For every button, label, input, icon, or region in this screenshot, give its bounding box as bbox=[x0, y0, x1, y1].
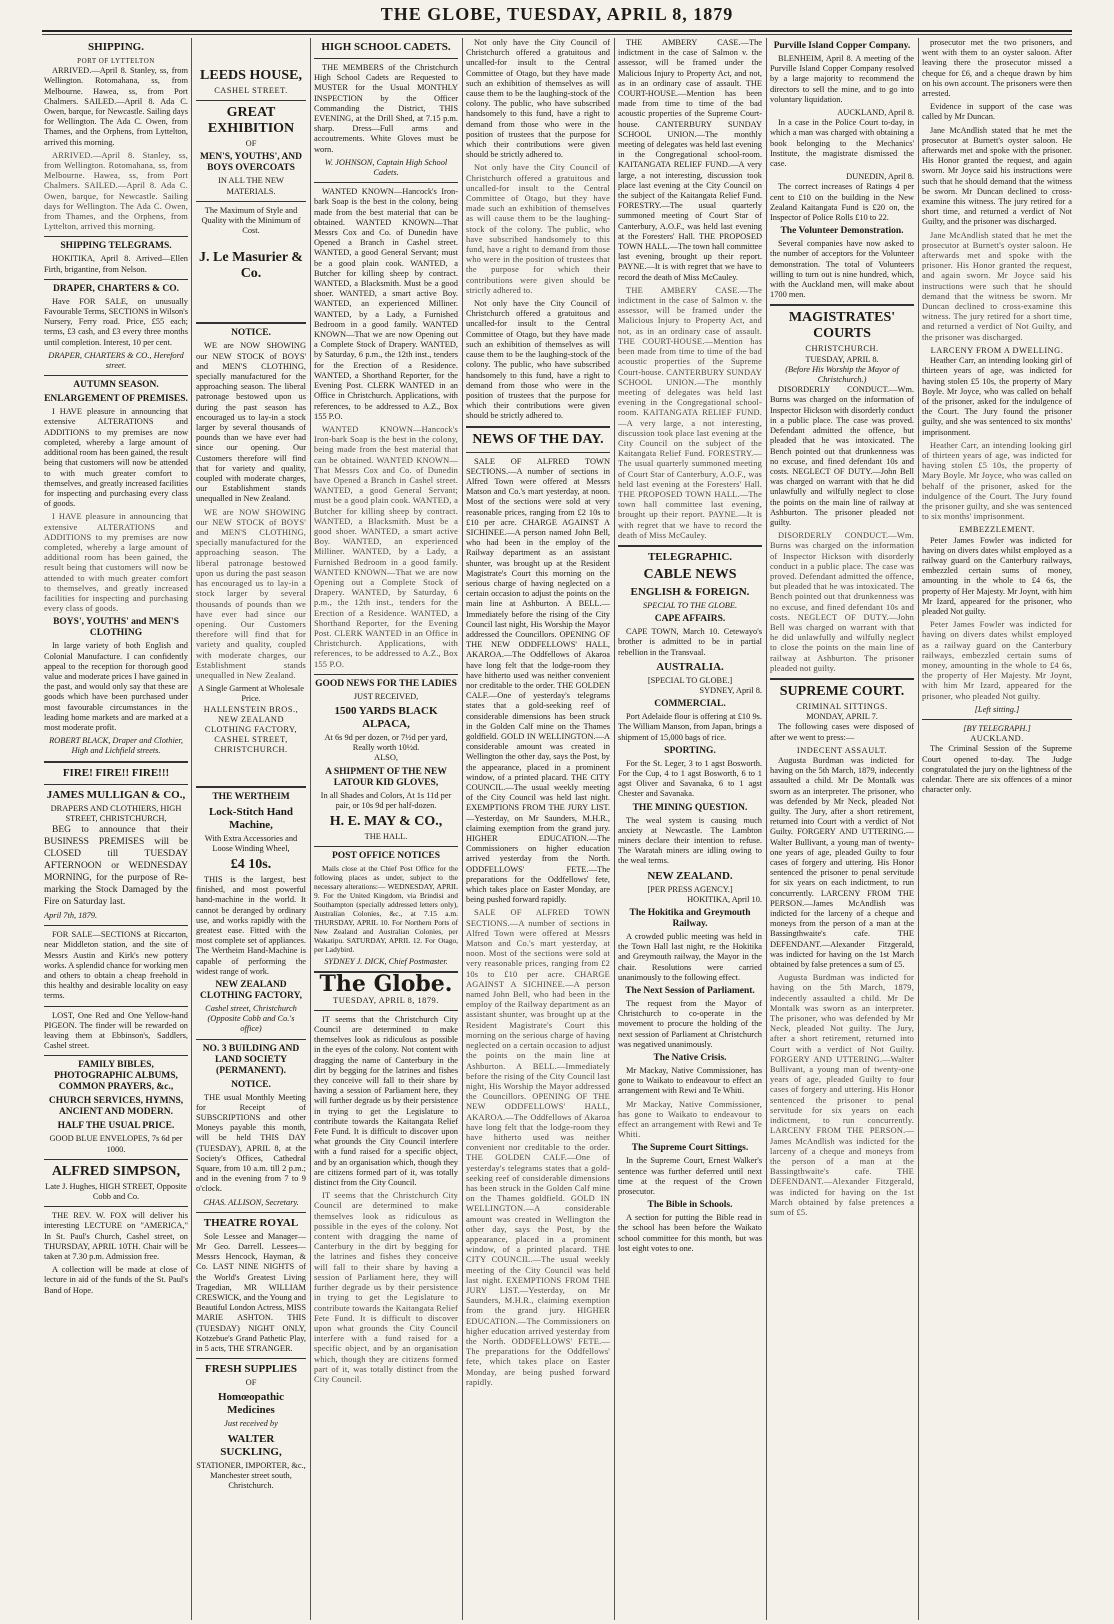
session-body: The request from the Mayor of Christchurch to co-operate in the movement to procure the holding of the next session of Parliament at Christchurch was negatived unanimously. bbox=[618, 999, 762, 1049]
mining-body: The weal system is causing much anxiety at Newcastle. The Lambton miners declare their intention to refuse. The Waratah miners are idling owing to the weal terms. bbox=[618, 815, 762, 866]
news-body: SALE OF ALFRED TOWN SECTIONS.—A number of sections in Alfred Town were offered at Messrs Matson and Co.'s mart yesterday, at noon. Most of the sections were sold at very reasonable prices, ranging from £2 10s to £10 per acre. CHARGE AGAINST A SICHINEE.—A person named John Bell, who had been in the employ of the Railway department as an assistant shunter, was brought up at the Resident Magistrate's Court this morning on the serious charge of having neglected on a certain occasion to adjust the points on the main line at Ashburton. A BELL.—Immediately before the rising of the City Council last night, His Worship the Mayor addressed the Councillors. OPENING OF THE NEW ODDFELLOWS' HALL, AKAROA.—The Oddfellows of Akaroa have long felt that the lodge-room they have hitherto used was neither convenient nor creditable to the order. THE GOLDEN CALF.—One of yesterday's telegrams states that a gold-seeking reef of considerable dimensions has been struck in the Golden Calf mine on the Thames goldfield. GOLD IN WELLINGTON.—A considerable amount was created in Wellington the other day, says the Post, by the appearance, placed in a prominent window, of a printed placard. THE CITY COUNCIL.—The usual weekly meeting of the City Council was held last night. EXEMPTIONS FROM THE JURY LIST.—Yesterday, on Mr Saunders, M.H.R., claiming exemption from the grand jury. HIGHER EDUCATION.—The Commissioners on higher education arrived yesterday from the North. ODDFELLOWS' FETE.—The preparations for the Oddfellows' fete, which takes place on Easter Monday, are being pushed forward rapidly. bbox=[466, 456, 610, 905]
envelopes: GOOD BLUE ENVELOPES, 7s 6d per 1000. bbox=[49, 1134, 183, 1154]
wertheim-extra: With Extra Accessories and Loose Winding Wheel, bbox=[204, 833, 298, 853]
col5-top-body: THE AMBERY CASE.—The indictment in the case of Salmon v. the assessor, will be framed under the Malicious Injury to Property Act, and not, as in an ordinary case of assault. THE COURT-HOUSE.—Mention has been made from time to time of the bad acoustic properties of the Supreme Court-house. CANTERBURY SUNDAY SCHOOL UNION.—The monthly meeting of delegates was held last evening in the Congregational school-room. KAITANGATA RELIEF FUND.—A very large, a not interesting, discussion took place last evening at the City Council on the subject of the Kaitangata Relief Fund. FORESTRY.—The usual quarterly summoned meeting of Court Star of Canterbury, A.O.F., was held last evening at the Foresters' Hall. THE PROPOSED TOWN HALL.—The town hall committee last evening, brought up their report. PAYNE.—It is with regret that we have to record the death of Miss McCauley. bbox=[618, 285, 762, 540]
native-body: Mr Mackay, Native Commissioner, has gone to Waikato to endeavour to effect an arrangement with Rewi and Te Whiti. bbox=[618, 1099, 762, 1140]
masthead: THE GLOBE, TUESDAY, APRIL 8, 1879 bbox=[380, 4, 734, 24]
hall-label: THE HALL. bbox=[364, 832, 408, 841]
suckling-name: WALTER SUCKLING, bbox=[220, 1432, 282, 1458]
embezzle-body: Peter James Fowler was indicted for having on divers dates whilst employed as a railway guard on the Canterbury railways, embezzled certain sums of money, amounting in the whole to £4 6s, the property of Her Majesty. Mr Joynt, with him Mr Izard, appeared for the prisoner, who pleaded Not guilty. bbox=[922, 620, 1072, 701]
telegrams-heading: SHIPPING TELEGRAMS. bbox=[60, 241, 172, 252]
draper-heading: DRAPER, CHARTERS & CO. bbox=[52, 283, 180, 294]
shipping-body: ARRIVED.—April 8. Stanley, ss, from Wellington. Rotomahana, ss, from Melbourne. Hawea, ss, from Port Chalmers. SAILED.—April 8. Ada C. Owen, barque, for Newcastle. Sailing days for Wellington. The Ada C. Owen, from Thames, and the Orphens, from Lyttelton, arrived this morning. bbox=[44, 150, 188, 232]
column-divider bbox=[310, 38, 311, 1620]
port-label: PORT OF LYTTELTON bbox=[77, 57, 155, 65]
supreme-court-heading: SUPREME COURT. bbox=[779, 683, 905, 699]
telegrams-body: HOKITIKA, April 8. Arrived—Ellen Firth, brigantine, from Nelson. bbox=[44, 254, 188, 274]
shipping-heading: SHIPPING. bbox=[88, 41, 144, 53]
embezzle-body: Peter James Fowler was indicted for having on divers dates whilst employed as a railway guard on the Canterbury railways, embezzled certain sums of money, amounting in the whole to £4 6s, the property of Her Majesty. Mr Joynt, with him Mr Izard, appeared for the prisoner, who pleaded Not guilty. bbox=[922, 535, 1072, 616]
telegraphic-heading: TELEGRAPHIC. bbox=[647, 550, 733, 563]
press-agency: [PER PRESS AGENCY.] bbox=[647, 884, 733, 894]
theatre-body: Sole Lessee and Manager—Mr Geo. Darrell. Lessees—Messrs Hencock, Hayman, & Co. LAST NINE NIGHTS of the World's Greatest Living Tragedian, MR WILLIAM CRESWICK, and the Young and Beautiful London Actress, MISS MARIE ASHTON. THIS (TUESDAY) NIGHT ONLY, Kotzebue's Grand Pathetic Play, in 5 acts, THE STRANGER. bbox=[196, 1231, 306, 1354]
wholesale-note: A Single Garment at Wholesale Price. bbox=[198, 684, 304, 704]
family-heading: FAMILY BIBLES, PHOTOGRAPHIC ALBUMS, COMMON PRAYERS, &c., bbox=[54, 1060, 178, 1093]
notice-body: WE are NOW SHOWING our NEW STOCK of BOYS' and MEN'S CLOTHING, specially manufactured for the approaching season. The liberal patronage bestowed upon us during the past season has encouraged us to lay-in a stock larger by several thousands of pounds than we have ever had since our opening. Our Customers therefore will find that for variety and quality, coupled with moderate charges, our Establishment stands unequalled in New Zealand. bbox=[196, 341, 306, 504]
hallenstein-sig: HALLENSTEIN BROS., NEW ZEALAND CLOTHING FACTORY, CASHEL STREET, CHRISTCHURCH. bbox=[203, 704, 299, 755]
column-divider bbox=[918, 38, 919, 1620]
col7-top-body: prosecutor met the two prisoners, and went with them to an oyster saloon. After leaving there the prosecutor missed a cheque for £6, and a cheque drawn by him on his own account. The prisoners were then arrested. bbox=[922, 38, 1072, 99]
disposed-note: The following cases were disposed of after we went to press:— bbox=[770, 722, 914, 742]
theatre-heading: THEATRE ROYAL bbox=[203, 1216, 299, 1229]
alpaca-heading: 1500 YARDS BLACK ALPACA, bbox=[334, 704, 438, 730]
church-heading: CHURCH SERVICES, HYMNS, ANCIENT AND MODERN. bbox=[48, 1096, 184, 1118]
cable-sub: ENGLISH & FOREIGN. bbox=[630, 585, 750, 598]
copper-heading: Purville Island Copper Company. bbox=[773, 41, 911, 51]
supreme-court-body: Augusta Burdman was indicted for having on the 5th March, 1879, indecently assaulted a child. Mr De Montalk was sworn as an interpreter. The prisoner, who was defended by Mr Neck, pleaded Not guilty. The Jury, after a short retirement, returned into Court with a verdict of Not Guilty. FORGERY AND UTTERING.—Walter Bullivant, a young man of twenty-one years of age, pleaded Guilty to four cases of forgery and uttering. His Honor sentenced the prisoner to penal servitude for six years on each indictment, to run concurrently. LARCENY FROM THE PERSON.—James McAndlish was indicted for the larceny of a cheque and moneys from the person of a man at the Bassingthwaite's cafe. THE DEFENDANT.—Alexander Fitzgerald, was indicted for having on the 1st March obtained by false pretences a sum of £5. bbox=[770, 755, 914, 970]
notice-body: WE are NOW SHOWING our NEW STOCK of BOYS' and MEN'S CLOTHING, specially manufactured for the approaching season. The liberal patronage bestowed upon us during the past season has encouraged us to lay-in a stock larger by several thousands of pounds than we have ever had since our opening. Our Customers therefore will find that for variety and quality, coupled with moderate charges, our Establishment stands unequalled in New Zealand. bbox=[196, 507, 306, 680]
mens-overcoats: MEN'S, YOUTHS', AND BOYS OVERCOATS bbox=[199, 152, 303, 174]
col5-top-body: THE AMBERY CASE.—The indictment in the case of Salmon v. the assessor, will be framed under the Malicious Injury to Property Act, and not, as in an ordinary case of assault. THE COURT-HOUSE.—Mention has been made from time to time of the bad acoustic properties of the Supreme Court-house. CANTERBURY SUNDAY SCHOOL UNION.—The monthly meeting of delegates was held last evening in the Congregational school-room. KAITANGATA RELIEF FUND.—A very large, a not interesting, discussion took place last evening at the City Council on the subject of the Kaitangata Relief Fund. FORESTRY.—The usual quarterly summoned meeting of Court Star of Canterbury, A.O.F., was held last evening at the Foresters' Hall. THE PROPOSED TOWN HALL.—The town hall committee last evening, brought up their report. PAYNE.—It is with regret that we have to record the death of Miss McCauley. bbox=[618, 38, 762, 282]
lecture-body: THE REV. W. FOX will deliver his interesting LECTURE on "AMERICA," In St. Paul's Church, Cashel street, on THURSDAY, APRIL 10TH. Chair will be taken at 7.30 p.m. Admission free. bbox=[44, 1211, 188, 1262]
lecture-note: A collection will be made at close of lecture in aid of the funds of the St. Paul's Band of Hope. bbox=[44, 1265, 188, 1295]
wanted-body: WANTED KNOWN—Hancock's Iron-bark Soap is the best in the colony, being made from the best material that can be obtained. WANTED KNOWN—That Messrs Cox and Co. of Dunedin have Opened a Branch in Cashel street. WANTED, a good General Servant; must be a good plain cook. WANTED, a Butcher for killing sheep by contract. WANTED, a Blacksmith. Must be a good shoer. WANTED, a smart active Boy. WANTED, an experienced Milliner. WANTED, by a Lady, a Furnished Bedroom in a good family. WANTED KNOWN—That we are now Opening out a Complete Stock of Drapery. WANTED, by Saturday, 6 p.m., the 12th inst., tenders for the Erection of a Residence. WANTED, a Shorthand Reporter, for the Evening Post. CLERK WANTED in an Office in Christchurch. Applications, with references, to be addressed to A.Z., Box 155 P.O. bbox=[314, 187, 458, 421]
postoffice-heading: POST OFFICE NOTICES bbox=[331, 851, 441, 862]
nzcf-heading: NEW ZEALAND CLOTHING FACTORY, bbox=[200, 979, 302, 1001]
society-heading: NO. 3 BUILDING AND LAND SOCIETY (PERMANENT). bbox=[202, 1043, 300, 1076]
column-2 bbox=[196, 38, 306, 1620]
simpson-heading: ALFRED SIMPSON, bbox=[51, 1163, 181, 1179]
sporting-heading: SPORTING. bbox=[664, 745, 716, 756]
maximum-note: The Maximum of Style and Quality with the Minimum of Cost. bbox=[201, 205, 301, 236]
alpaca-sub: At 6s 9d per dozen, or 7½d per yard, Really worth 10½d. bbox=[324, 732, 448, 753]
commercial-heading: COMMERCIAL. bbox=[654, 699, 726, 710]
monday-date: MONDAY, APRIL 7. bbox=[806, 712, 878, 722]
notice-heading: NOTICE. bbox=[231, 328, 271, 339]
column-divider bbox=[191, 38, 192, 1620]
received-label: Just received by bbox=[224, 1419, 278, 1429]
native-body: Mr Mackay, Native Commissioner, has gone to Waikato to endeavour to effect an arrangement with Rewi and Te Whiti. bbox=[618, 1066, 762, 1096]
wanted-body: WANTED KNOWN—Hancock's Iron-bark Soap is the best in the colony, being made from the best material that can be obtained. WANTED KNOWN—That Messrs Cox and Co. of Dunedin have Opened a Branch in Cashel street. WANTED, a good General Servant; must be a good plain cook. WANTED, a Butcher for killing sheep by contract. WANTED, a Blacksmith. Must be a good shoer. WANTED, a smart active Boy. WANTED, an experienced Milliner. WANTED, by a Lady, a Furnished Bedroom in a good family. WANTED KNOWN—That we are now Opening out a Complete Stock of Drapery. WANTED, by Saturday, 6 p.m., the 12th inst., tenders for the Erection of a Residence. WANTED, a Shorthand Reporter, for the Evening Post. CLERK WANTED in an Office in Christchurch. Applications, with references, to be addressed to A.Z., Box 155 P.O. bbox=[314, 424, 458, 669]
auckland-heading: AUCKLAND. bbox=[970, 734, 1024, 744]
globe-date: TUESDAY, APRIL 8, 1879. bbox=[333, 995, 439, 1005]
leader-body: IT seems that the Christchurch City Council are determined to make themselves look as ridiculous as possible in the eyes of the colony. Not content with dragging the name of Canterbury in the dirt by begging for the latrines and fishes they conceive will fall to their share by having a session of Parliament here, they will further degrade us by their persistence in trying to get the Legislature to contribute towards the Kaitangata Relief Fete Fund. It is difficult to discover upon what grounds the City Council interfere with a fund raised for a specific object, and by an organisation which, though they are citizens formed part of it, was totally distinct from the City Council. bbox=[314, 1014, 458, 1188]
col4-top-body: Not only have the City Council of Christchurch offered a gratuitous and uncalled-for insult to the Central Committee of Otago, but they have made such an exhibition of themselves as will cause them to be the laughing-stock of the colony. The public, who have subscribed handsomely to this fund, have a right to demand from those who were in the position of trustees that the purpose for which their contributions were given should be strictly adhered to. bbox=[466, 38, 610, 160]
larceny-body: Heather Carr, an intending looking girl of thirteen years of age, was indicted for having stolen £5 10s, the property of Mary Boyle. Mr Joyce, who was called on behalf of the prisoner, asked for the indulgence of the Court. The Jury found the prisoner guilty, and she was sentenced to six months' imprisonment. bbox=[922, 440, 1072, 522]
news-heading: NEWS OF THE DAY. bbox=[472, 431, 604, 447]
larceny-heading: LARCENY FROM A DWELLING. bbox=[930, 345, 1064, 355]
masthead-rule-thin bbox=[42, 34, 1072, 35]
column-divider bbox=[614, 38, 615, 1620]
wertheim-heading: THE WERTHEIM bbox=[212, 791, 290, 802]
mulligan-body: BEG to announce that their BUSINESS PREMISES will be CLOSED till TUESDAY AFTERNOON or WEDNESDAY MORNING, for the purpose of Re-marking the Stock Damaged by the Fire on Saturday last. bbox=[44, 824, 188, 907]
news-body: SALE OF ALFRED TOWN SECTIONS.—A number of sections in Alfred Town were offered at Messrs Matson and Co.'s mart yesterday, at noon. Most of the sections were sold at very reasonable prices, ranging from £2 10s to £10 per acre. CHARGE AGAINST A SICHINEE.—A person named John Bell, who had been in the employ of the Railway department as an assistant shunter, was brought up at the Resident Magistrate's Court this morning on the serious charge of having neglected on a certain occasion to adjust the points on the main line at Ashburton. A BELL.—Immediately before the rising of the City Council last night, His Worship the Mayor addressed the Councillors. OPENING OF THE NEW ODDFELLOWS' HALL, AKAROA.—The Oddfellows of Akaroa have long felt that the lodge-room they have hitherto used was neither convenient nor creditable to the order. THE GOLDEN CALF.—One of yesterday's telegrams states that a gold-seeking reef of considerable dimensions has been struck in the Golden Calf mine on the Thames goldfield. GOLD IN WELLINGTON.—A considerable amount was created in Wellington the other day, says the Post, by the appearance, placed in a prominent window, of a printed placard. THE CITY COUNCIL.—The usual weekly meeting of the City Council was held last night. EXEMPTIONS FROM THE JURY LIST.—Yesterday, on Mr Saunders, M.H.R., claiming exemption from the grand jury. HIGHER EDUCATION.—The Commissioners on higher education arrived yesterday from the North. ODDFELLOWS' FETE.—The preparations for the Oddfellows' fete, which takes place on Easter Monday, are being pushed forward rapidly. bbox=[466, 908, 610, 1387]
shades-note: In all Shades and Colors, At 1s 11d per pair, or 10s 9d per half-dozen. bbox=[320, 790, 452, 810]
black-signature: ROBERT BLACK, Draper and Clothier, High and Lichfield streets. bbox=[49, 736, 183, 756]
autumn-heading: AUTUMN SEASON. bbox=[73, 380, 159, 391]
goodnews-heading: GOOD NEWS FOR THE LADIES bbox=[315, 678, 457, 689]
society-body: THE usual Monthly Meeting for Receipt of SUBSCRIPTIONS and other Moneys payable this month, will be held THIS DAY (TUESDAY), APRIL 8, at the Society's Offices, Cathedral Square, from 10 a.m. till 2 p.m.; and in the evening from 7 to 9 o'clock. bbox=[196, 1092, 306, 1194]
column-1 bbox=[44, 38, 188, 1620]
new-materials: IN ALL THE NEW MATERIALS. bbox=[218, 176, 284, 196]
dunedin-date: DUNEDIN, April 8. bbox=[846, 172, 914, 182]
half-price: HALF THE USUAL PRICE. bbox=[57, 1121, 175, 1132]
hemay-name: H. E. MAY & CO., bbox=[329, 814, 443, 829]
volunteer-body: Several companies have now asked to the number of acceptors for the Volunteer demonstration. The total of Volunteers willing to turn out is nine hundred, which, with the Auckland men, will make about 1700 men. bbox=[770, 239, 914, 300]
leeds-heading: LEEDS HOUSE, bbox=[200, 68, 302, 83]
hokitika-date: HOKITIKA, April 10. bbox=[687, 894, 762, 904]
column-5 bbox=[618, 38, 762, 1620]
railway-body: A crowded public meeting was held in the Town Hall last night, re the Hokitika and Greymouth railway, the Mayor in the chair. Resolutions were carried unanimously to the following effect. bbox=[618, 932, 762, 982]
masthead-rule bbox=[42, 30, 1072, 32]
volunteer-heading: The Volunteer Demonstration. bbox=[780, 226, 904, 237]
sale-body: FOR SALE—SECTIONS at Riccarton, near Middleton station, and the site of Messrs Austin and Kirk's new pottery works. A splendid chance for working men and others to obtain a cheap freehold in this healthy and desirable locality on easy terms. bbox=[44, 930, 188, 1001]
draper-signature: DRAPER, CHARTERS & CO., Hereford street. bbox=[48, 350, 184, 371]
nz-heading: NEW ZEALAND. bbox=[647, 869, 733, 882]
copper-body: BLENHEIM, April 8. A meeting of the Purville Island Copper Company resolved by a large majority to recommend the directors to sell the mine, and to go into voluntary liquidation. bbox=[770, 54, 914, 104]
postoffice-body: Mails close at the Chief Post Office for the following places as under, subject to the necessary alterations:— WEDNESDAY, APRIL 9. For the United Kingdom, via Brindisi and Southampton (specially addressed letters only), Australian Colonies, &c., at 7.15 a.m. THURSDAY, APRIL 10. For Northern Ports of New Zealand and Australian Colonies, per Wakatipu. SATURDAY, APRIL 12. For Otago, per Ladybird. bbox=[314, 864, 458, 955]
cadets-heading: HIGH SCHOOL CADETS. bbox=[321, 41, 451, 53]
auckland-date: AUCKLAND, April 8. bbox=[837, 108, 914, 118]
of-label: OF bbox=[245, 1378, 257, 1388]
great-exhibition: GREAT EXHIBITION bbox=[207, 105, 295, 137]
special-label: SPECIAL TO THE GLOBE. bbox=[642, 600, 738, 610]
column-divider bbox=[462, 38, 463, 1620]
wertheim-price: £4 10s. bbox=[230, 856, 272, 872]
magistrates-heading: MAGISTRATES' COURTS bbox=[788, 310, 896, 342]
simpson-sub: Late J. Hughes, HIGH STREET, Opposite Cobb and Co. bbox=[45, 1181, 187, 1202]
mulligan-sub: DRAPERS AND CLOTHIERS, HIGH STREET, CHRISTCHURCH, bbox=[50, 803, 182, 823]
postoffice-signature: SYDNEY J. DICK, Chief Postmaster. bbox=[324, 957, 448, 967]
magistrates-body: DISORDERLY CONDUCT.—Wm. Burns was charged on the information of Inspector Hickson with disorderly conduct in a public place. The case was proved. Defendant admitted the offence, but pleaded that he was intoxicated. The Bench pointed out that drunkenness was no excuse, and fined defendant 10s and costs. NEGLECT OF DUTY.—John Bell was charged on warrant with that he did unlawfully and wilfully neglect to close the points on the main line of railway at Ashburton. The prisoner pleaded not guilty. bbox=[770, 531, 914, 673]
column-6 bbox=[770, 38, 914, 1620]
leeds-street: CASHEL STREET. bbox=[214, 86, 288, 95]
cable-heading: CABLE NEWS bbox=[643, 566, 737, 582]
bible-body: A section for putting the Bible read in the school has been before the Waikato school committee for this month, but was lost eight votes to one. bbox=[618, 1213, 762, 1253]
commercial-body: Port Adelaide flour is offering at £10 9s. The William Manson, from Japan, brings a shipment of 15,000 bags of rice. bbox=[618, 712, 762, 742]
column-7 bbox=[922, 38, 1072, 1620]
fire-heading: FIRE! FIRE!! FIRE!!! bbox=[62, 766, 170, 779]
australia-date: SYDNEY, April 8. bbox=[699, 685, 762, 695]
boys-body: In large variety of both English and Colonial Manufacture. I can confidently appeal to the reception for thorough good value and moderate prices I have gained in the past, and would only say that these are goods which have been purchased under most favourable circumstances in the leading home markets and are marked at a most moderate profit. bbox=[44, 641, 188, 732]
railway-heading: The Hokitika and Greymouth Railway. bbox=[629, 908, 751, 930]
leader-body: IT seems that the Christchurch City Council are determined to make themselves look as ridiculous as possible in the eyes of the colony. Not content with dragging the name of Canterbury in the dirt by begging for the latrines and fishes they conceive will fall to their share by having a session of Parliament here, they will further degrade us by their persistence in trying to get the Legislature to contribute towards the Kaitangata Relief Fete Fund. It is difficult to discover upon what grounds the City Council interfere with a fund raised for a specific object, and by an organisation which, though they are citizens formed part of it, was totally distinct from the City Council. bbox=[314, 1191, 458, 1384]
nzcf-sub: Cashel street, Christchurch (Opposite Cobb and Co.'s office) bbox=[205, 1003, 297, 1034]
mulligan-heading: JAMES MULLIGAN & CO., bbox=[46, 788, 186, 801]
supreme-court-body: Augusta Burdman was indicted for having on the 5th March, 1879, indecently assaulted a child. Mr De Montalk was sworn as an interpreter. The prisoner, who was defended by Mr Neck, pleaded Not guilty. The Jury, after a short retirement, returned into Court with a verdict of Not Guilty. FORGERY AND UTTERING.—Walter Bullivant, a young man of twenty-one years of age, pleaded Guilty to four cases of forgery and uttering. His Honor sentenced the prisoner to penal servitude for six years on each indictment, to run concurrently. LARCENY FROM THE PERSON.—James McAndlish was indicted for the larceny of a cheque and moneys from the person of a man at the Bassingthwaite's cafe. THE DEFENDANT.—Alexander Fitzgerald, was indicted for having on the 1st March obtained by false pretences a sum of £5. bbox=[770, 973, 914, 1217]
also-label: ALSO, bbox=[374, 753, 398, 763]
end-body: The Criminal Session of the Supreme Court opened to-day. The Judge congratulated the jury on the lightness of the calendar. There are six offences of a minor character only. bbox=[922, 744, 1072, 795]
enlargement-body: I HAVE pleasure in announcing that extensive ALTERATIONS and ADDITIONS to my premises are now completed, whereby a large amount of additional room has been gained, the result being that customers will now be attended to with much greater comfort to themselves, and greatly increased facilities for inspecting and purchasing every class of goods. bbox=[44, 512, 188, 614]
auckland-body: In a case in the Police Court to-day, in which a man was charged with obtaining a book belonging to the Mechanics' Institute, the magistrate dismissed the case. bbox=[770, 118, 914, 169]
homoeo-heading: Homœopathic Medicines bbox=[218, 1391, 284, 1417]
dunedin-body: The correct increases of Ratings 4 per cent to £10 on the building in the New Zealand Kaitangata Fund is £20 on, the Inspector of Police Rolls £10 to 22. bbox=[770, 182, 914, 223]
society-signature: CHAS. ALLISON, Secretary. bbox=[203, 1197, 299, 1207]
lost-body: LOST, One Red and One Yellow-hand PIGEON. The finder will be rewarded on leaving them at Ebbinson's, Saddlers, Cashel street. bbox=[44, 1010, 188, 1051]
australia-special: [SPECIAL TO GLOBE.] bbox=[647, 675, 733, 685]
column-3 bbox=[314, 38, 458, 1620]
suckling-sub: STATIONER, IMPORTER, &c., Manchester street south, Christchurch. bbox=[196, 1460, 306, 1491]
sporting-body: For the St. Leger, 3 to 1 agst Bosworth. For the Cup, 4 to 1 agst Bosworth, 6 to 1 agst Oliver and Savanaka, 6 to 1 agst Chester and Savanaka. bbox=[618, 758, 762, 799]
mining-heading: THE MINING QUESTION. bbox=[632, 802, 748, 813]
draper-body: Have FOR SALE, on unusually Favourable Terms, SECTIONS in Wilson's Nursery, Ferry road. Price, £55 each; terms, £3 cash, and £3 every three months until completion. Interest, 10 per cent. bbox=[44, 296, 188, 347]
column-divider bbox=[766, 38, 767, 1620]
wertheim-sub: Lock-Stitch Hand Machine, bbox=[208, 805, 294, 831]
supreme-heading: The Supreme Court Sittings. bbox=[631, 1143, 749, 1154]
enlargement-body: I HAVE pleasure in announcing that extensive ALTERATIONS and ADDITIONS to my premises are now completed, whereby a large amount of additional room has been gained, the result being that customers will now be attended to with much greater comfort to themselves, and greatly increased facilities for inspecting and purchasing every class of goods. bbox=[44, 407, 188, 509]
col7-mag-body: Jane McAndlish stated that he met the prosecutor at Burnett's oyster saloon. He afterwards met and spoke with the prisoner. His Honor granted the request, and again sworn. Mr Joyce said his instructions were such that he should demand that the witness be sworn. Mr Duncan declined to cross-examine this witness. The jury retired for a short time, and returned a verdict of Not Guilty, and the prisoner was discharged. bbox=[922, 125, 1072, 227]
col4-top-body: Not only have the City Council of Christchurch offered a gratuitous and uncalled-for insult to the Central Committee of Otago, but they have made such an exhibition of themselves as will cause them to be the laughing-stock of the colony. The public, who have subscribed handsomely to this fund, have a right to demand from those who were in the position of trustees that the purpose for which their contributions were given should be strictly adhered to. bbox=[466, 163, 610, 295]
embezzle-heading: EMBEZZLEMENT. bbox=[959, 525, 1035, 535]
cape-heading: CAPE AFFAIRS. bbox=[654, 614, 726, 625]
col7-mag-body: Jane McAndlish stated that he met the prosecutor at Burnett's oyster saloon. He afterwards met and spoke with the prisoner. His Honor granted the request, and again sworn. Mr Joyce said his instructions were such that he should demand that the witness be sworn. Mr Duncan declined to cross-examine this witness. The jury retired for a short time, and returned a verdict of Not Guilty, and the prisoner was discharged. bbox=[922, 230, 1072, 342]
just-received: JUST RECEIVED, bbox=[353, 691, 419, 701]
boys-heading: BOYS', YOUTHS' and MEN'S CLOTHING bbox=[53, 617, 179, 639]
shipment-heading: A SHIPMENT OF THE NEW LATOUR KID GLOVES, bbox=[325, 766, 447, 788]
indecent-heading: INDECENT ASSAULT. bbox=[796, 745, 888, 755]
cadets-body: THE MEMBERS of the Christchurch High School Cadets are Requested to MUSTER for the Usual MONTHLY INSPECTION by the Officer Commanding the District, THIS EVENING, at the Drill Shed, at 7.15 p.m. sharp. Dress—Full arms and accoutrements. White Gloves must be worn. bbox=[314, 63, 458, 154]
of-label: OF bbox=[245, 139, 257, 149]
by-telegraph: [BY TELEGRAPH.] bbox=[963, 724, 1031, 733]
cape-body: CAPE TOWN, March 10. Cetewayo's brother is admitted to be in partial rebellion in the Transvaal. bbox=[618, 627, 762, 657]
mulligan-date: April 7th, 1879. bbox=[44, 910, 98, 920]
magistrates-body: DISORDERLY CONDUCT.—Wm. Burns was charged on the information of Inspector Hickson with disorderly conduct in a public place. The case was proved. Defendant admitted the offence, but pleaded that he was intoxicated. The Bench pointed out that drunkenness was no excuse, and fined defendant 10s and costs. NEGLECT OF DUTY.—John Bell was charged on warrant with that he did unlawfully and wilfully neglect to close the points on the main line of railway at Ashburton. The prisoner pleaded not guilty. bbox=[770, 385, 914, 527]
col4-top-body: Not only have the City Council of Christchurch offered a gratuitous and uncalled-for insult to the Central Committee of Otago, but they have made such an exhibition of themselves as will cause them to be the laughing-stock of the colony. The public, who have subscribed handsomely to this fund, have a right to demand from those who were in the position of trustees that the purpose for which their contributions were given should be strictly adhered to. bbox=[466, 299, 610, 421]
supreme-body: In the Supreme Court, Ernest Walker's sentence was further deferred until next time at the request of the Crown prosecutor. bbox=[618, 1156, 762, 1197]
cadets-signature: W. JOHNSON, Captain High School Cadets. bbox=[324, 157, 448, 178]
native-heading: The Native Crisis. bbox=[653, 1053, 727, 1064]
evidence-note: Evidence in support of the case was called by Mr Duncan. bbox=[922, 102, 1072, 122]
wertheim-body: THIS is the largest, best finished, and most powerful hand-machine in the world. It cannot be deranged by ordinary use, and works rapidly with the greatest ease. Fitted with the most complete set of appliances. The Wertheim Hand-Machine is capable of performing the widest range of work. bbox=[196, 874, 306, 976]
fresh-heading: FRESH SUPPLIES bbox=[205, 1363, 297, 1376]
left-sitting: [Left sitting.] bbox=[974, 704, 1020, 714]
globe-title: The Globe. bbox=[319, 971, 453, 998]
session-heading: The Next Session of Parliament. bbox=[625, 986, 755, 997]
magistrates-date: TUESDAY, APRIL 8. bbox=[805, 354, 879, 364]
enlargement-heading: ENLARGEMENT OF PREMISES. bbox=[44, 394, 188, 405]
society-notice: NOTICE. bbox=[231, 1079, 271, 1090]
larceny-body: Heather Carr, an intending looking girl of thirteen years of age, was indicted for having stolen £5 10s, the property of Mary Boyle. Mr Joyce, who was called on behalf of the prisoner, asked for the indulgence of the Court. The Jury found the prisoner guilty, and she was sentenced to six months' imprisonment. bbox=[922, 356, 1072, 437]
magistrates-place: CHRISTCHURCH. bbox=[805, 344, 879, 354]
shipping-body: ARRIVED.—April 8. Stanley, ss, from Wellington. Rotomahana, ss, from Melbourne. Hawea, ss, from Port Chalmers. SAILED.—April 8. Ada C. Owen, barque, for Newcastle. Sailing days for Wellington. The Ada C. Owen, from Thames, and the Orphens, from Lyttelton, arrived this morning. bbox=[44, 66, 188, 147]
criminal-sittings: CRIMINAL SITTINGS. bbox=[796, 701, 888, 711]
magistrates-before: (Before His Worship the Mayor of Christchurch.) bbox=[785, 364, 899, 385]
australia-heading: AUSTRALIA. bbox=[656, 660, 724, 673]
masurier-name: J. Le Masurier & Co. bbox=[199, 250, 303, 282]
bible-heading: The Bible in Schools. bbox=[647, 1200, 733, 1211]
column-4 bbox=[466, 38, 610, 1620]
